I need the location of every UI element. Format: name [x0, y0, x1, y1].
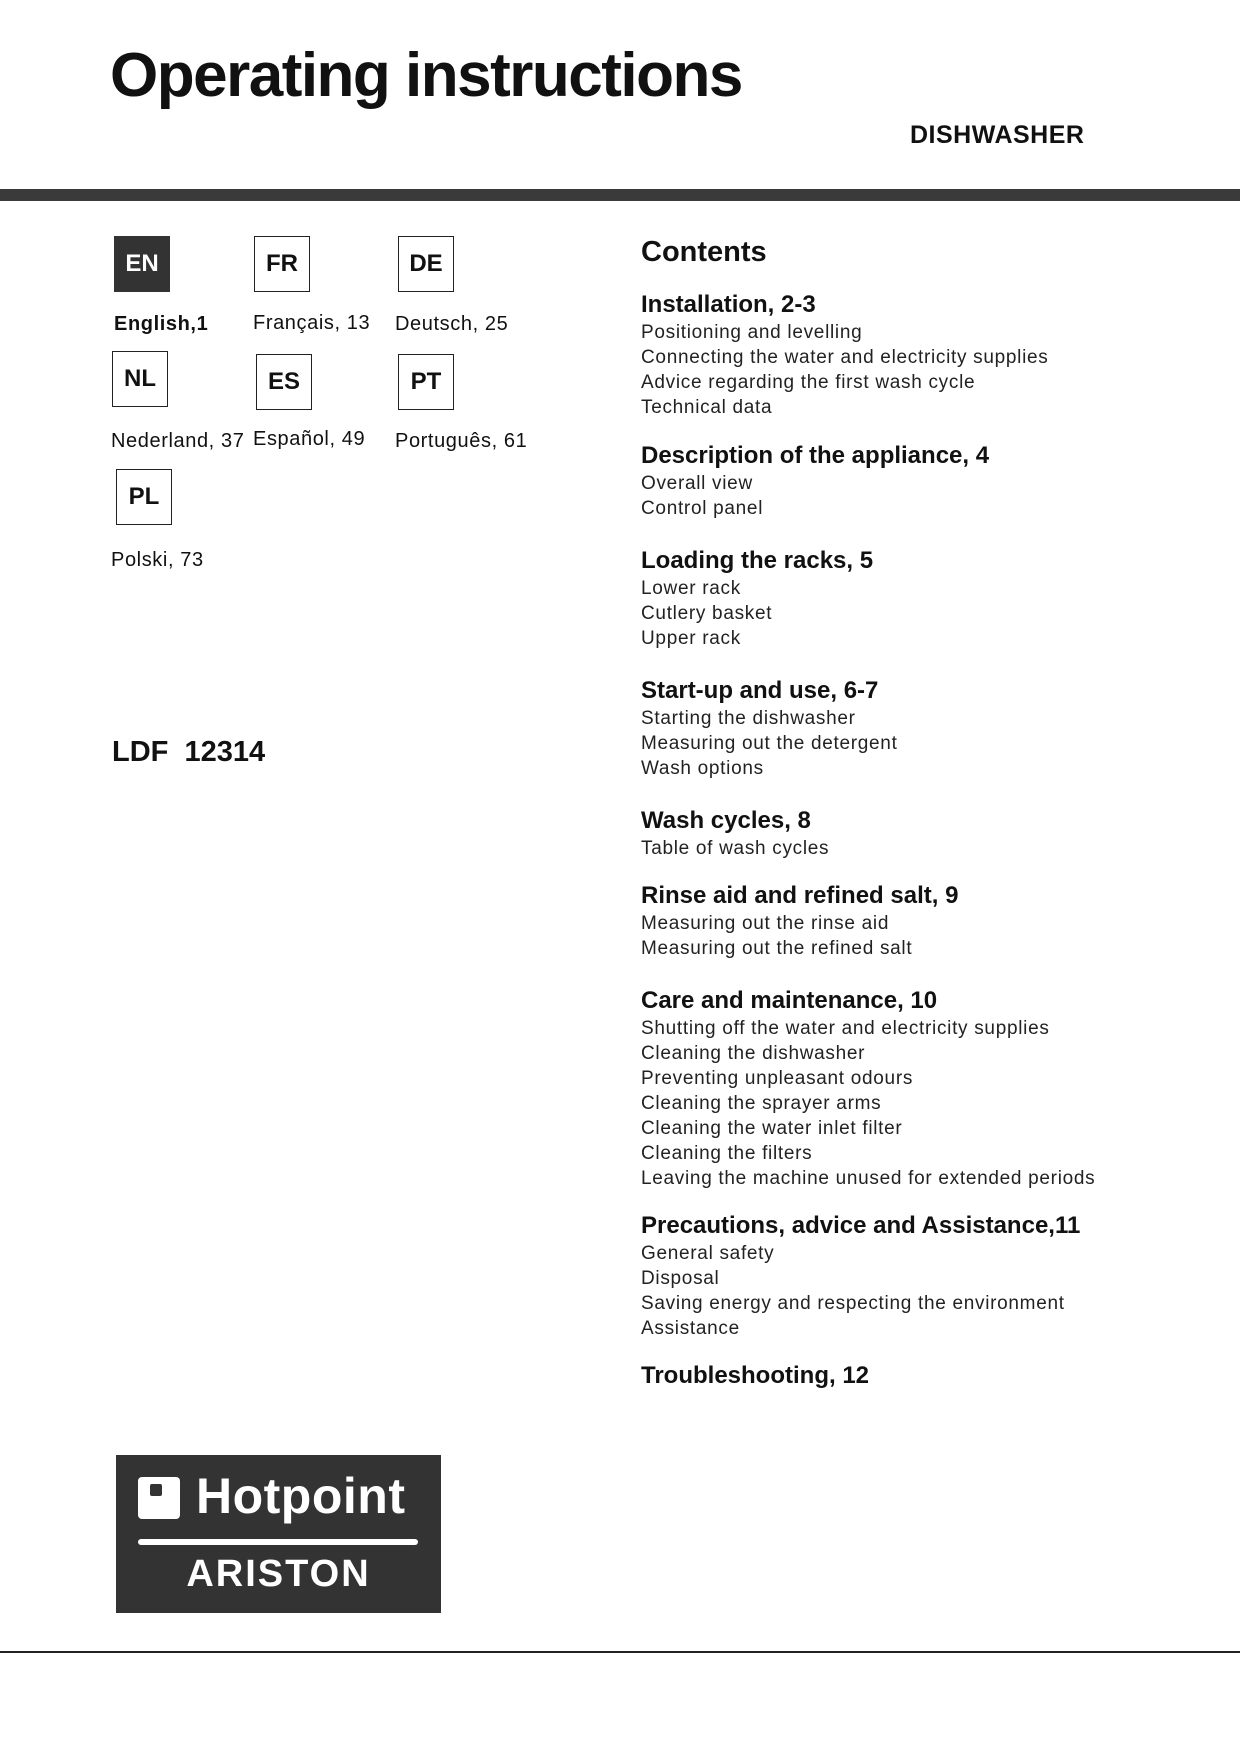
contents-section-startup: [641, 676, 1221, 781]
section-item[interactable]: Cleaning the sprayer arms: [641, 1093, 882, 1114]
lang-label-nl[interactable]: Nederland, 37: [111, 430, 245, 452]
logo-square-dot: [150, 1484, 162, 1496]
lang-box-fr[interactable]: FR: [254, 236, 310, 292]
section-item[interactable]: Preventing unpleasant odours: [641, 1068, 914, 1089]
lang-label-en[interactable]: English,1: [114, 313, 209, 335]
section-item[interactable]: Table of wash cycles: [641, 838, 830, 859]
lang-label-pl[interactable]: Polski, 73: [111, 549, 204, 571]
footer-divider-line: [0, 1651, 1240, 1653]
section-item[interactable]: Leaving the machine unused for extended periods: [641, 1168, 1096, 1189]
lang-box-pl[interactable]: PL: [116, 469, 172, 525]
contents-section-wash-cycles: [641, 806, 1221, 861]
section-item[interactable]: Cleaning the dishwasher: [641, 1043, 866, 1064]
contents-section-care: [641, 986, 1221, 1191]
lang-box-pt[interactable]: PT: [398, 354, 454, 410]
logo-divider-line: [138, 1539, 418, 1545]
lang-box-en[interactable]: EN: [114, 236, 170, 292]
section-item[interactable]: Wash options: [641, 758, 764, 779]
lang-label-pt[interactable]: Português, 61: [395, 430, 528, 452]
lang-label-es[interactable]: Español, 49: [253, 428, 366, 450]
section-item[interactable]: Positioning and levelling: [641, 322, 863, 343]
logo-sub-brand: ARISTON: [186, 1553, 371, 1595]
section-item[interactable]: Connecting the water and electricity supplies: [641, 347, 1049, 368]
section-item[interactable]: Control panel: [641, 498, 764, 519]
section-item[interactable]: Assistance: [641, 1318, 740, 1339]
section-item[interactable]: Cleaning the water inlet filter: [641, 1118, 903, 1139]
section-item[interactable]: Measuring out the rinse aid: [641, 913, 890, 934]
section-item[interactable]: Technical data: [641, 397, 773, 418]
section-title[interactable]: Loading the racks, 5: [641, 547, 874, 574]
section-item[interactable]: General safety: [641, 1243, 775, 1264]
document-title: Operating instructions: [110, 41, 742, 110]
section-item[interactable]: Starting the dishwasher: [641, 708, 856, 729]
section-item[interactable]: Cutlery basket: [641, 603, 773, 624]
section-item[interactable]: Shutting off the water and electricity supplies: [641, 1018, 1050, 1039]
hotpoint-square-logo-icon: [138, 1477, 180, 1519]
document-subtitle: DISHWASHER: [910, 121, 1085, 149]
contents-section-precautions: [641, 1211, 1221, 1341]
section-title[interactable]: Care and maintenance, 10: [641, 987, 938, 1014]
section-item[interactable]: Measuring out the refined salt: [641, 938, 913, 959]
section-title[interactable]: Description of the appliance, 4: [641, 442, 990, 469]
contents-section-loading: [641, 546, 1221, 651]
section-item[interactable]: Upper rack: [641, 628, 741, 649]
section-item[interactable]: Advice regarding the first wash cycle: [641, 372, 976, 393]
contents-section-troubleshooting: [641, 1361, 1221, 1391]
section-item[interactable]: Measuring out the detergent: [641, 733, 898, 754]
section-item[interactable]: Saving energy and respecting the environment: [641, 1293, 1065, 1314]
logo-brand-name: Hotpoint: [196, 1468, 406, 1524]
hotpoint-ariston-logo: [116, 1455, 441, 1613]
section-item[interactable]: Disposal: [641, 1268, 720, 1289]
section-title[interactable]: Installation, 2-3: [641, 291, 816, 318]
section-item[interactable]: Lower rack: [641, 578, 741, 599]
section-title[interactable]: Rinse aid and refined salt, 9: [641, 882, 959, 909]
section-item[interactable]: Cleaning the filters: [641, 1143, 813, 1164]
section-title[interactable]: Precautions, advice and Assistance,11: [641, 1212, 1081, 1239]
contents-section-description: [641, 441, 1221, 521]
section-title[interactable]: Wash cycles, 8: [641, 807, 811, 834]
lang-box-es[interactable]: ES: [256, 354, 312, 410]
model-number: LDF 12314: [112, 736, 266, 768]
section-title[interactable]: Start-up and use, 6-7: [641, 677, 879, 704]
lang-box-nl[interactable]: NL: [112, 351, 168, 407]
section-title[interactable]: Troubleshooting, 12: [641, 1362, 870, 1389]
contents-section-installation: [641, 290, 1221, 420]
section-item[interactable]: Overall view: [641, 473, 753, 494]
contents-section-rinse-aid: [641, 881, 1221, 961]
contents-heading: Contents: [641, 236, 767, 268]
lang-label-fr[interactable]: Français, 13: [253, 312, 371, 334]
lang-label-de[interactable]: Deutsch, 25: [395, 313, 509, 335]
lang-box-de[interactable]: DE: [398, 236, 454, 292]
header-divider-bar: [0, 189, 1240, 201]
